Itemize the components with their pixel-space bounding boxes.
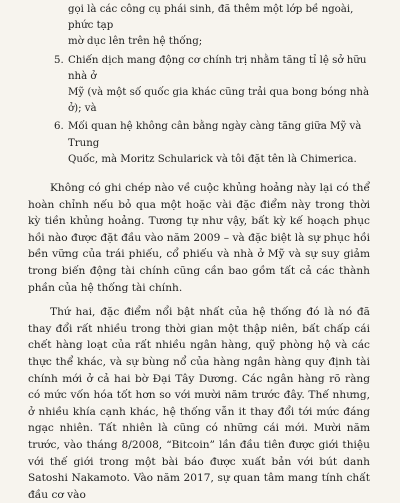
- paragraph: Thứ hai, đặc điểm nổi bật nhất của hệ thống đó là nó đã thay đổi rất nhiều trong thời gian một thập niên, bất chấp cái chết hàng loạt của rất nhiều ngân hàng, quỹ phòng hộ và các thực thể khác, và sự bùng nổ của hàng ngân hàng quy định tài chính mới ở cả hai bờ Đại Tây Dương. Các ngân hàng rõ ràng có mức vốn hóa tốt hơn so với mười năm trước đây. Thế nhưng, ở nhiều khía cạnh khác, hệ thống vẫn it thay đổi tới mức đáng ngạc nhiên. Tất nhiên là cũng có những cái mới. Mười năm trước, vào tháng 8/2008, “Bitcoin” lần đầu tiên được giới thiệu với thế giới trong một bài báo được xuất bản với bút danh Satoshi Nakamoto. Vào năm 2017, sự quan tâm mang tính chất đầu cơ vào: [28, 306, 370, 501]
- list-item-number: 6.: [54, 121, 64, 133]
- list-item-number: 5.: [54, 54, 64, 66]
- list-item: [28, 119, 370, 168]
- list-item-line: Chiến dịch mang động cơ chính trị nhằm tăng tỉ lệ sở hữu nhà ở: [68, 54, 367, 82]
- list-item: [28, 2, 370, 51]
- list-item-line: Mỹ (và một số quốc gia khác cũng trải qua bong bóng nhà ở); và: [68, 87, 370, 115]
- list-item-line: mờ dục lên trên hệ thống;: [68, 36, 203, 48]
- list-item: [28, 53, 370, 118]
- list-item-line: Mối quan hệ không cân bằng ngày càng tăng giữa Mỹ và Trung: [68, 121, 362, 149]
- paragraph: Không có ghi chép nào về cuộc khủng hoảng này lại có thể hoàn chỉnh nếu bỏ qua một hoặc vài đặc điểm này trong thời kỳ tiền khủng hoảng. Tương tự như vậy, bất kỳ kế hoạch phục hồi nào được đặt đầu vào năm 2009 – và đặc biệt là sự phục hồi bền vững của trái phiếu, cổ phiếu và nhà ở Mỹ và sự suy giảm trong biến động tài chính cũng cần bao gồm tất cả các thành phần của hệ thống tài chính.: [28, 182, 370, 294]
- list-item-line: gọi là các công cụ phái sinh, đã thêm một lớp bề ngoài, phức tạp: [68, 4, 354, 32]
- spacer: [28, 170, 370, 180]
- numbered-list: [28, 2, 370, 168]
- list-item-line: Quốc, mà Moritz Schularick và tôi đặt tên là Chimerica.: [68, 153, 357, 165]
